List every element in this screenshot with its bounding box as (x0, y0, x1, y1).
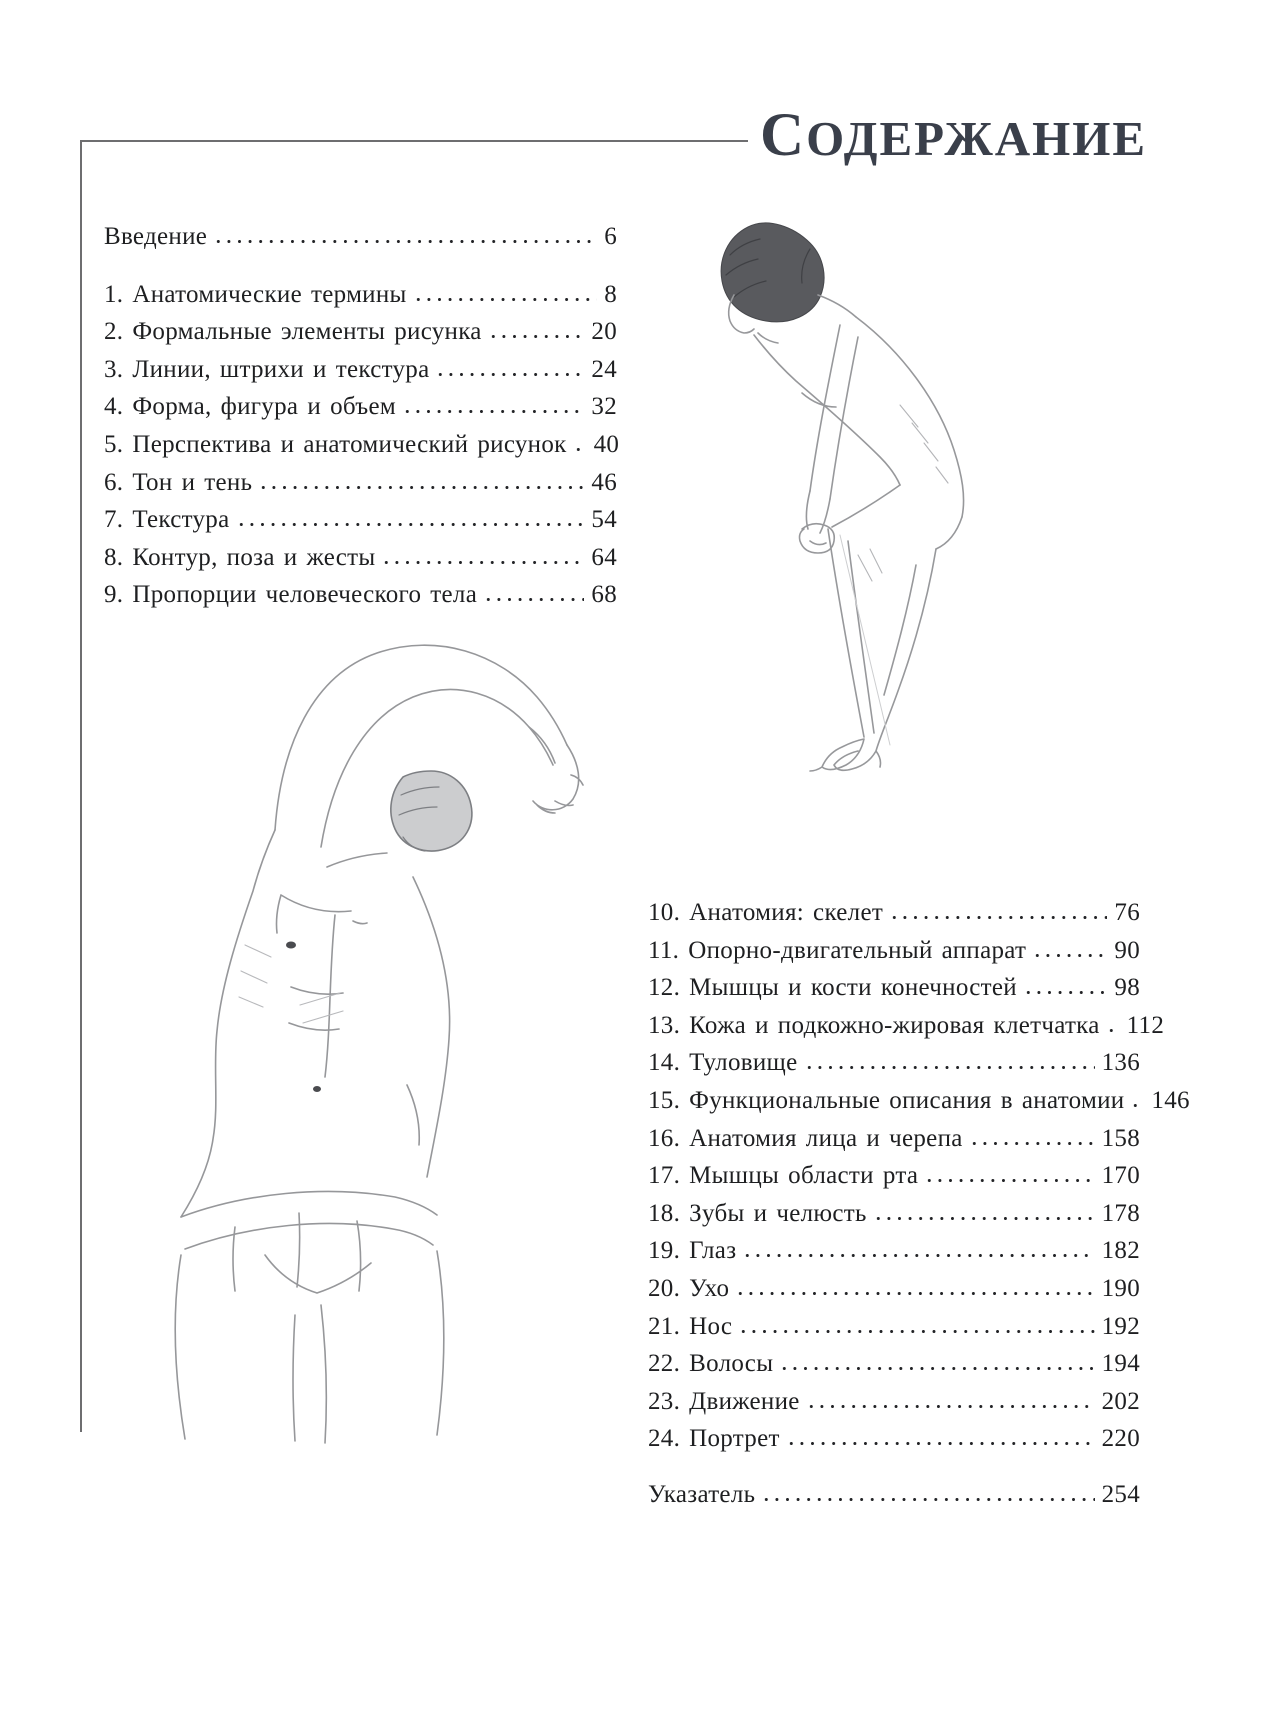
standing-figure-sketch (690, 185, 1010, 815)
toc-entry-number: 22. (648, 1350, 681, 1378)
toc-entry-page: 112 (1126, 1011, 1165, 1039)
toc-entry-number: 12. (648, 974, 681, 1002)
toc-entry (648, 1086, 1190, 1125)
toc-entry-page: 202 (1101, 1387, 1140, 1415)
toc-entry (104, 318, 617, 356)
toc-entry-number: 2. (104, 318, 124, 346)
toc-entry-page: 20 (591, 318, 617, 346)
toc-entry-title: Портрет (689, 1425, 780, 1453)
thigh-contours (175, 1251, 444, 1443)
hands (533, 745, 583, 813)
dot-leader (786, 1441, 1095, 1446)
toc-entry-title: Глаз (689, 1237, 737, 1265)
toc-entry (648, 1275, 1140, 1313)
frame-rule-vertical (80, 140, 82, 1432)
toc-entry-number: 3. (104, 355, 124, 383)
toc-entry-number: 6. (104, 468, 124, 496)
toc-entry-number: 13. (648, 1011, 681, 1039)
toc-entry-number: 8. (104, 543, 124, 571)
toc-entry-title: Форма, фигура и объем (132, 393, 397, 421)
toc-entry-title: Волосы (689, 1350, 774, 1378)
toc-entry-title: Анатомия лица и черепа (689, 1124, 963, 1152)
dot-leader (738, 1329, 1094, 1334)
toc-entry-number: 21. (648, 1312, 681, 1340)
toc-entry-page: 8 (604, 280, 617, 308)
toc-entry (104, 393, 617, 431)
toc-entry-intro (104, 223, 617, 261)
shading-hatches (239, 945, 343, 1023)
toc-entry-number: 14. (648, 1049, 681, 1077)
toc-entry-page: 54 (591, 506, 617, 534)
toc-entry-title: Перспектива и анатомический рисунок (132, 430, 567, 458)
dot-leader (236, 522, 585, 527)
toc-entry-number: 7. (104, 506, 124, 534)
dot-leader (573, 447, 587, 452)
toc-entry-number: 20. (648, 1274, 681, 1302)
navel-mark (313, 1086, 321, 1092)
toc-entry-title: Кожа и подкожно-жировая клетчатка (689, 1011, 1100, 1039)
toc-entry (104, 356, 617, 394)
toc-entry-title: Опорно-двигательный аппарат (688, 936, 1027, 964)
toc-entry-title: Тон и тень (132, 468, 253, 496)
dot-leader (1106, 1028, 1120, 1033)
dot-leader (1032, 953, 1107, 958)
toc-entry-number: 17. (648, 1162, 681, 1190)
toc-entry-number: 16. (648, 1124, 681, 1152)
toc-entry-page: 24 (591, 355, 617, 383)
dot-leader (1023, 990, 1107, 995)
dot-leader (435, 372, 584, 377)
toc-entry-number: 4. (104, 393, 124, 421)
toc-entry (104, 581, 617, 619)
toc-entry-number: 18. (648, 1199, 681, 1227)
toc-entry-page: 254 (1101, 1480, 1140, 1508)
toc-entry-page: 182 (1101, 1237, 1140, 1265)
dot-leader (735, 1291, 1094, 1296)
toc-entry-title: Формальные элементы рисунка (132, 318, 482, 346)
toc-entry-title: Линии, штрихи и текстура (132, 355, 430, 383)
toc-entry-title: Введение (104, 223, 208, 250)
toc-entry-number: 10. (648, 899, 681, 926)
toc-entry-page: 76 (1114, 899, 1140, 926)
spacer (648, 1463, 1140, 1481)
toc-entry-page: 40 (593, 430, 620, 458)
waistband (181, 1191, 437, 1217)
toc-entry (648, 1200, 1140, 1238)
toc-entry-title: Движение (689, 1387, 800, 1415)
toc-entry-page: 192 (1101, 1312, 1140, 1340)
toc-entry (648, 1125, 1140, 1163)
toc-entry (648, 1388, 1140, 1426)
toc-chapter-list-right (648, 899, 1190, 1463)
dot-leader (742, 1253, 1094, 1258)
toc-entry-title: Анатомия: скелет (689, 899, 884, 926)
toc-entry-page: 170 (1101, 1162, 1140, 1190)
toc-entry-page: 98 (1114, 974, 1140, 1002)
toc-entry-index (648, 1481, 1140, 1519)
toc-entry (104, 506, 617, 544)
toc-entry-page: 220 (1101, 1425, 1140, 1453)
toc-entry-number: 1. (104, 280, 124, 308)
toc-entry (648, 1237, 1140, 1275)
toc-entry (648, 1425, 1140, 1463)
toc-entry-title: Пропорции человеческого тела (132, 581, 478, 609)
toc-entry-title: Ухо (689, 1274, 730, 1302)
dot-leader (924, 1178, 1094, 1183)
dot-leader (806, 1404, 1095, 1409)
front-foot (810, 739, 864, 771)
toc-left-column (104, 223, 620, 619)
toc-entry-number: 5. (104, 430, 124, 458)
toc-entry (648, 1350, 1140, 1388)
toc-entry-number: 24. (648, 1425, 681, 1453)
dot-leader (969, 1141, 1095, 1146)
toc-entry-page: 194 (1101, 1350, 1140, 1378)
nipple-mark (286, 942, 296, 949)
frame-rule-horizontal (80, 140, 748, 142)
toc-entry-page: 190 (1101, 1274, 1140, 1302)
toc-entry-page: 146 (1151, 1086, 1190, 1114)
toc-entry-page: 68 (591, 581, 617, 609)
dot-leader (413, 297, 598, 302)
toc-entry (648, 1313, 1140, 1351)
toc-entry-number: 23. (648, 1387, 681, 1415)
toc-entry (648, 1011, 1165, 1050)
stretching-torso-sketch (85, 615, 625, 1455)
toc-entry-title: Нос (689, 1312, 733, 1340)
toc-entry-page: 64 (591, 543, 617, 571)
dot-leader (873, 1216, 1095, 1221)
dot-leader (258, 485, 584, 490)
toc-entry (648, 937, 1140, 975)
dot-leader (483, 597, 584, 602)
toc-entry-title: Мышцы области рта (689, 1162, 919, 1190)
toc-entry (648, 1049, 1140, 1087)
head (391, 771, 472, 851)
page-title: СОДЕРЖАНИЕ (760, 102, 1148, 169)
toc-entry-number: 11. (648, 936, 680, 964)
toc-entry (648, 899, 1140, 937)
dot-leader (488, 334, 585, 339)
toc-entry-page: 32 (591, 393, 617, 421)
toc-entry (104, 430, 620, 469)
toc-entry-title: Функциональные описания в анатомии (689, 1086, 1125, 1114)
toc-entry-page: 136 (1101, 1049, 1140, 1077)
toc-entry-title: Анатомические термины (132, 280, 407, 308)
dot-leader (779, 1366, 1094, 1371)
toc-entry-page: 6 (604, 223, 617, 250)
toc-entry-title: Мышцы и кости конечностей (689, 974, 1017, 1002)
dot-leader (213, 239, 597, 244)
toc-entry-title: Указатель (648, 1480, 756, 1508)
toc-entry (104, 544, 617, 582)
dot-leader (1130, 1103, 1144, 1108)
hair-mass (721, 223, 824, 322)
toc-entry-title: Туловище (689, 1049, 798, 1077)
dot-leader (889, 915, 1107, 920)
toc-entry-title: Текстура (132, 506, 230, 534)
dot-leader (761, 1497, 1094, 1502)
toc-entry (104, 469, 617, 507)
toc-entry (648, 974, 1140, 1012)
toc-entry-number: 9. (104, 581, 124, 609)
toc-entry-page: 90 (1114, 936, 1140, 964)
toc-entry-title: Зубы и челюсть (689, 1199, 867, 1227)
torso-left-contour (181, 830, 275, 1217)
dot-leader (402, 409, 584, 414)
toc-entry-page: 178 (1101, 1199, 1140, 1227)
toc-entry-page: 46 (591, 468, 617, 496)
spacer (104, 261, 617, 281)
toc-entry-number: 15. (648, 1086, 681, 1114)
toc-chapter-list-left (104, 280, 620, 619)
toc-entry-title: Контур, поза и жесты (132, 543, 376, 571)
dot-leader (804, 1065, 1095, 1070)
toc-entry-page: 158 (1101, 1124, 1140, 1152)
toc-entry (104, 281, 617, 319)
toc-entry-number: 19. (648, 1237, 681, 1265)
toc-right-column (648, 899, 1190, 1519)
toc-entry (648, 1162, 1140, 1200)
dot-leader (381, 560, 584, 565)
